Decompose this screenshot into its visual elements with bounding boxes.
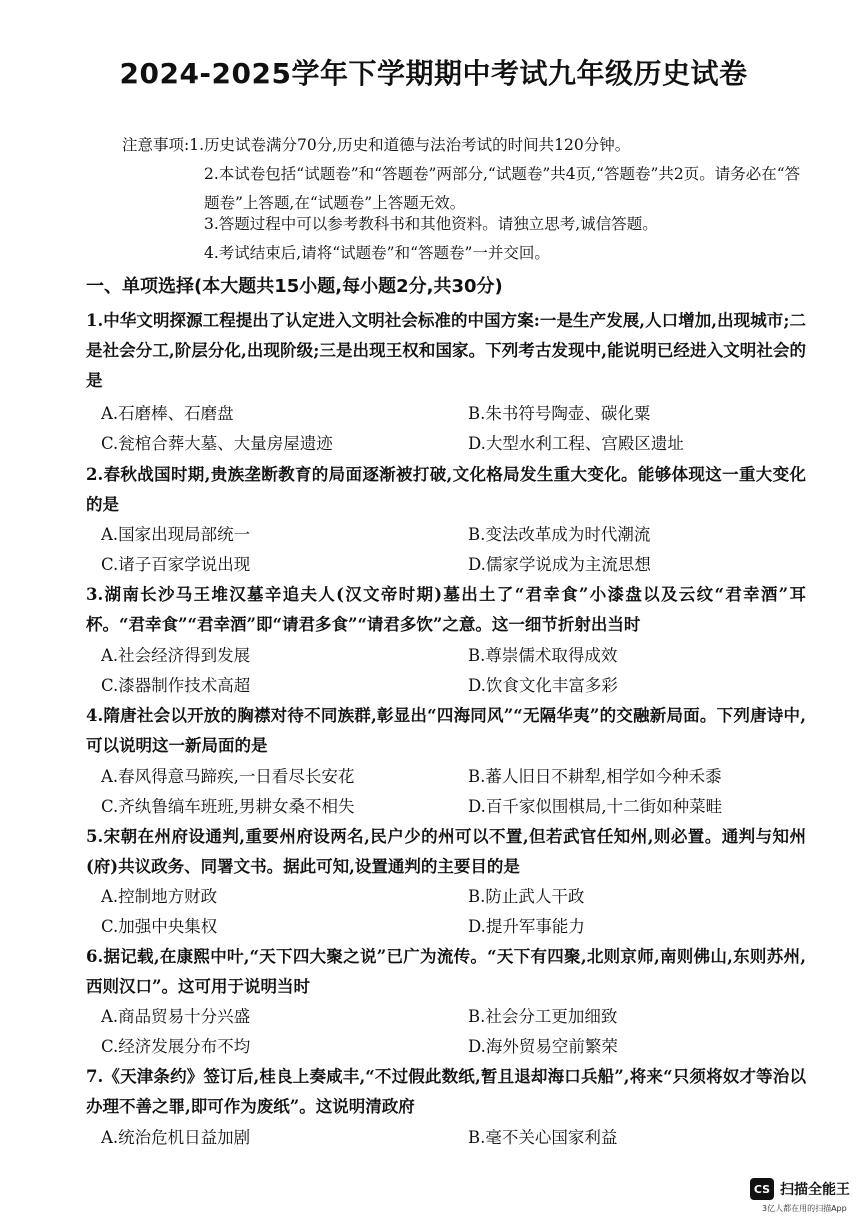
notice-item-2: 2.本试卷包括“试题卷”和“答题卷”两部分,“试题卷”共4页,“答题卷”共2页。请务必在“答题卷”上答题,在“试题卷”上答题无效。 <box>204 165 801 212</box>
notice-item-3: 3.答题过程中可以参考教科书和其他资料。请独立思考,诚信答题。 <box>204 215 658 233</box>
question-4-option-d: D.百千家似围棋局,十二街如种菜畦 <box>468 797 723 816</box>
question-2-option-b: B.变法改革成为时代潮流 <box>468 525 651 544</box>
question-1-option-d: D.大型水利工程、宫殿区遗址 <box>468 434 684 453</box>
question-5-option-a: A.控制地方财政 <box>101 887 218 906</box>
question-5-option-d: D.提升军事能力 <box>468 917 585 936</box>
question-5-option-b: B.防止武人干政 <box>468 887 585 906</box>
question-1-option-b: B.朱书符号陶壶、碳化粟 <box>468 404 651 423</box>
question-6-option-d: D.海外贸易空前繁荣 <box>468 1037 618 1056</box>
question-2-option-c: C.诸子百家学说出现 <box>101 555 251 574</box>
notice-item-4: 4.考试结束后,请将“试题卷”和“答题卷”一并交回。 <box>204 244 550 262</box>
question-4-option-b: B.蕃人旧日不耕犁,相学如今种禾黍 <box>468 767 722 786</box>
question-4-stem: 4.隋唐社会以开放的胸襟对待不同族群,彰显出“四海同风”“无隔华夷”的交融新局面。下列唐诗中,可以说明这一新局面的是 <box>86 706 806 755</box>
question-6-option-c: C.经济发展分布不均 <box>101 1037 251 1056</box>
question-6-option-a: A.商品贸易十分兴盛 <box>101 1007 251 1026</box>
question-7-option-b: B.毫不关心国家利益 <box>468 1128 618 1147</box>
question-7-stem: 7.《天津条约》签订后,桂良上奏咸丰,“不过假此数纸,暂且退却海口兵船”,将来“只须将奴才等治以办理不善之罪,即可作为废纸”。这说明清政府 <box>86 1067 806 1116</box>
question-1-option-a: A.石磨棒、石磨盘 <box>101 404 234 423</box>
question-3-stem: 3.湖南长沙马王堆汉墓辛追夫人(汉文帝时期)墓出土了“君幸食”小漆盘以及云纹“君幸酒”耳杯。“君幸食”“君幸酒”即“请君多食”“请君多饮”之意。这一细节折射出当时 <box>86 585 806 634</box>
question-5-option-c: C.加强中央集权 <box>101 917 218 936</box>
question-4-option-a: A.春风得意马蹄疾,一日看尽长安花 <box>101 767 355 786</box>
notice-label: 注意事项: <box>122 136 190 154</box>
section-heading: 一、单项选择(本大题共15小题,每小题2分,共30分) <box>86 276 503 297</box>
scanner-tagline: 3亿人都在用的扫描App <box>762 1204 847 1213</box>
question-6-option-b: B.社会分工更加细致 <box>468 1007 618 1026</box>
question-3-option-a: A.社会经济得到发展 <box>101 646 251 665</box>
question-1-option-c: C.瓮棺合葬大墓、大量房屋遗迹 <box>101 434 333 453</box>
question-7-option-a: A.统治危机日益加剧 <box>101 1128 251 1147</box>
page-title: 2024-2025学年下学期期中考试九年级历史试卷 <box>119 57 748 90</box>
question-3-option-b: B.尊崇儒术取得成效 <box>468 646 618 665</box>
question-1-stem: 1.中华文明探源工程提出了认定进入文明社会标准的中国方案:一是生产发展,人口增加,出现城市;二是社会分工,阶层分化,出现阶级;三是出现王权和国家。下列考古发现中,能说明已经进入文明社会的是 <box>86 311 806 390</box>
question-6-stem: 6.据记载,在康熙中叶,“天下四大聚之说”已广为流传。“天下有四聚,北则京师,南则佛山,东则苏州,西则汉口”。这可用于说明当时 <box>86 947 806 996</box>
question-2-option-a: A.国家出现局部统一 <box>101 525 251 544</box>
scanner-logo <box>750 1178 850 1200</box>
notice-line-1 <box>122 131 630 160</box>
question-4-option-c: C.齐纨鲁缟车班班,男耕女桑不相失 <box>101 797 355 816</box>
question-3-option-d: D.饮食文化丰富多彩 <box>468 676 618 695</box>
question-3-option-c: C.漆器制作技术高超 <box>101 676 251 695</box>
scanner-app-name: 扫描全能王 <box>780 1182 850 1198</box>
notice-item-1: 1.历史试卷满分70分,历史和道德与法治考试的时间共120分钟。 <box>189 136 631 154</box>
question-5-stem: 5.宋朝在州府设通判,重要州府设两名,民户少的州可以不置,但若武官任知州,则必置。通判与知州(府)共议政务、同署文书。据此可知,设置通判的主要目的是 <box>86 827 806 876</box>
question-2-stem: 2.春秋战国时期,贵族垄断教育的局面逐渐被打破,文化格局发生重大变化。能够体现这一重大变化的是 <box>86 465 806 514</box>
camscanner-icon: CS <box>750 1178 774 1200</box>
question-2-option-d: D.儒家学说成为主流思想 <box>468 555 651 574</box>
